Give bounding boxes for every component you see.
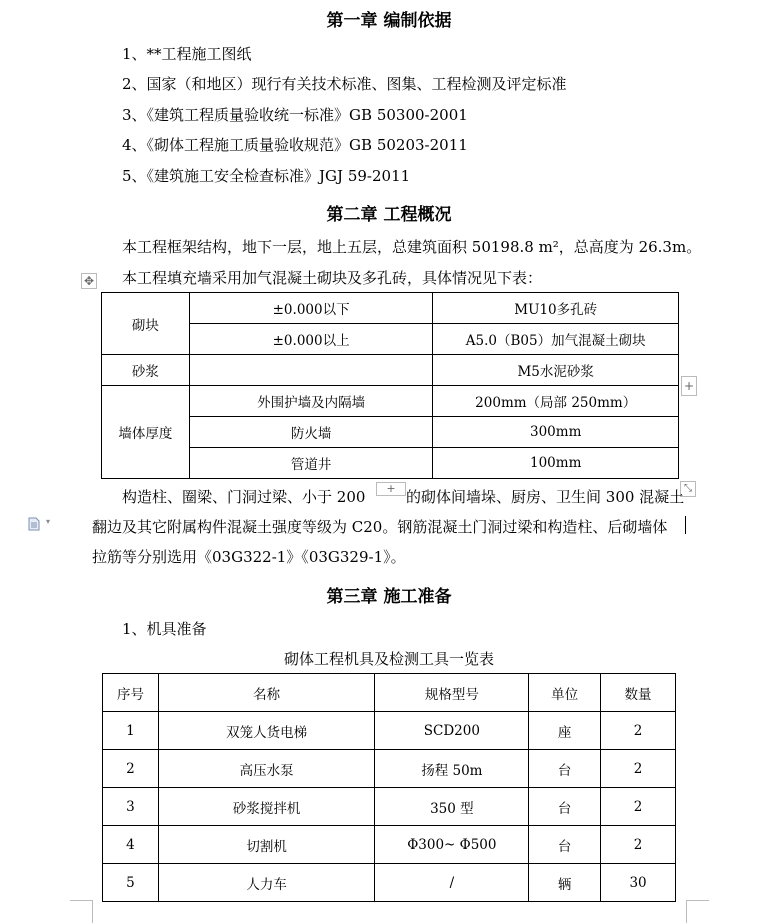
row-index: 5	[103, 864, 159, 902]
wall-materials-table	[101, 292, 679, 479]
thickness-shaft-cell: 管道井	[189, 448, 433, 479]
header-unit: 单位	[529, 674, 601, 712]
thickness-firewall-cell: 防火墙	[189, 417, 433, 448]
table-row	[103, 750, 676, 788]
header-spec: 规格型号	[375, 674, 529, 712]
row-qty: 2	[601, 826, 676, 864]
table-resize-icon[interactable]: ⤡	[680, 481, 696, 497]
row-spec: /	[375, 864, 529, 902]
thickness-shaft-value: 100mm	[433, 448, 679, 479]
row-name: 高压水泵	[158, 750, 375, 788]
margin-corner-right	[686, 900, 709, 923]
block-below-material: MU10多孔砖	[433, 293, 679, 324]
chapter2-para2: 本工程填充墙采用加气混凝土砌块及多孔砖，具体情况见下表：	[122, 269, 543, 287]
thickness-label: 墙体厚度	[102, 386, 190, 479]
chevron-down-icon[interactable]: ▾	[46, 517, 51, 526]
row-unit: 台	[529, 788, 601, 826]
text-cursor	[685, 516, 686, 534]
chapter3-title: 第三章 施工准备	[326, 587, 452, 607]
table-row	[103, 788, 676, 826]
row-qty: 2	[601, 750, 676, 788]
chapter2-title: 第二章 工程概况	[326, 205, 452, 225]
chapter2-para1: 本工程框架结构，地下一层，地上五层，总建筑面积 50198.8 m²，总高度为 26.3m。	[122, 238, 702, 256]
row-qty: 2	[601, 712, 676, 750]
block-above-material: A5.0（B05）加气混凝土砌块	[433, 324, 679, 355]
row-spec: SCD200	[375, 712, 529, 750]
row-index: 3	[103, 788, 159, 826]
row-spec: 350 型	[375, 788, 529, 826]
row-index: 1	[103, 712, 159, 750]
thickness-exterior-value: 200mm（局部 250mm）	[433, 386, 679, 417]
row-index: 2	[103, 750, 159, 788]
chapter2-para3-line1-start: 构造柱、圈梁、门洞过梁、小于 200	[122, 488, 366, 506]
header-qty: 数量	[601, 674, 676, 712]
row-qty: 2	[601, 788, 676, 826]
row-qty: 30	[601, 864, 676, 902]
row-unit: 辆	[529, 864, 601, 902]
add-row-plus-icon[interactable]: +	[376, 482, 406, 496]
row-name: 切割机	[158, 826, 375, 864]
chapter1-title: 第一章 编制依据	[326, 11, 452, 31]
header-index: 序号	[103, 674, 159, 712]
block-below-cell: ±0.000以下	[189, 293, 433, 324]
table-move-handle-icon[interactable]: ✥	[81, 273, 97, 289]
chapter2-para3-line3: 拉筋等分别选用《03G322-1》《03G329-1》。	[92, 548, 406, 566]
row-name: 双笼人货电梯	[158, 712, 375, 750]
row-index: 4	[103, 826, 159, 864]
margin-corner-left	[70, 900, 93, 923]
tools-table	[102, 673, 676, 902]
tools-table-caption: 砌体工程机具及检测工具一览表	[283, 650, 494, 668]
row-name: 砂浆搅拌机	[158, 788, 375, 826]
row-spec: Φ300~ Φ500	[375, 826, 529, 864]
block-label: 砌块	[102, 293, 190, 355]
thickness-firewall-value: 300mm	[433, 417, 679, 448]
row-name: 人力车	[158, 864, 375, 902]
mortar-label: 砂浆	[102, 355, 190, 386]
table-row	[103, 826, 676, 864]
document-icon[interactable]	[28, 517, 40, 531]
row-unit: 台	[529, 826, 601, 864]
mortar-material: M5水泥砂浆	[433, 355, 679, 386]
add-column-plus-icon[interactable]: +	[681, 376, 697, 396]
row-unit: 台	[529, 750, 601, 788]
chapter1-item-5: 5、《建筑施工安全检查标准》JGJ 59-2011	[122, 167, 411, 185]
thickness-exterior-cell: 外围护墙及内隔墙	[189, 386, 433, 417]
chapter3-section1: 1、机具准备	[122, 620, 207, 638]
tools-table-header	[103, 674, 676, 712]
table-row	[103, 864, 676, 902]
table-row	[103, 712, 676, 750]
block-above-cell: ±0.000以上	[189, 324, 433, 355]
chapter2-para3-line2: 翻边及其它附属构件混凝土强度等级为 C20。钢筋混凝土门洞过梁和构造柱、后砌墙体	[92, 518, 668, 536]
mortar-empty-cell	[189, 355, 433, 386]
header-name: 名称	[158, 674, 375, 712]
chapter1-item-4: 4、《砌体工程施工质量验收规范》GB 50203-2011	[122, 136, 468, 154]
chapter1-item-3: 3、《建筑工程质量验收统一标准》GB 50300-2001	[122, 106, 468, 124]
chapter1-item-1: 1、**工程施工图纸	[122, 45, 252, 63]
chapter2-para3-line1-end: 的砌体间墙垛、厨房、卫生间 300 混凝土	[406, 488, 685, 506]
row-spec: 扬程 50m	[375, 750, 529, 788]
row-unit: 座	[529, 712, 601, 750]
chapter1-item-2: 2、国家（和地区）现行有关技术标准、图集、工程检测及评定标准	[122, 75, 567, 93]
